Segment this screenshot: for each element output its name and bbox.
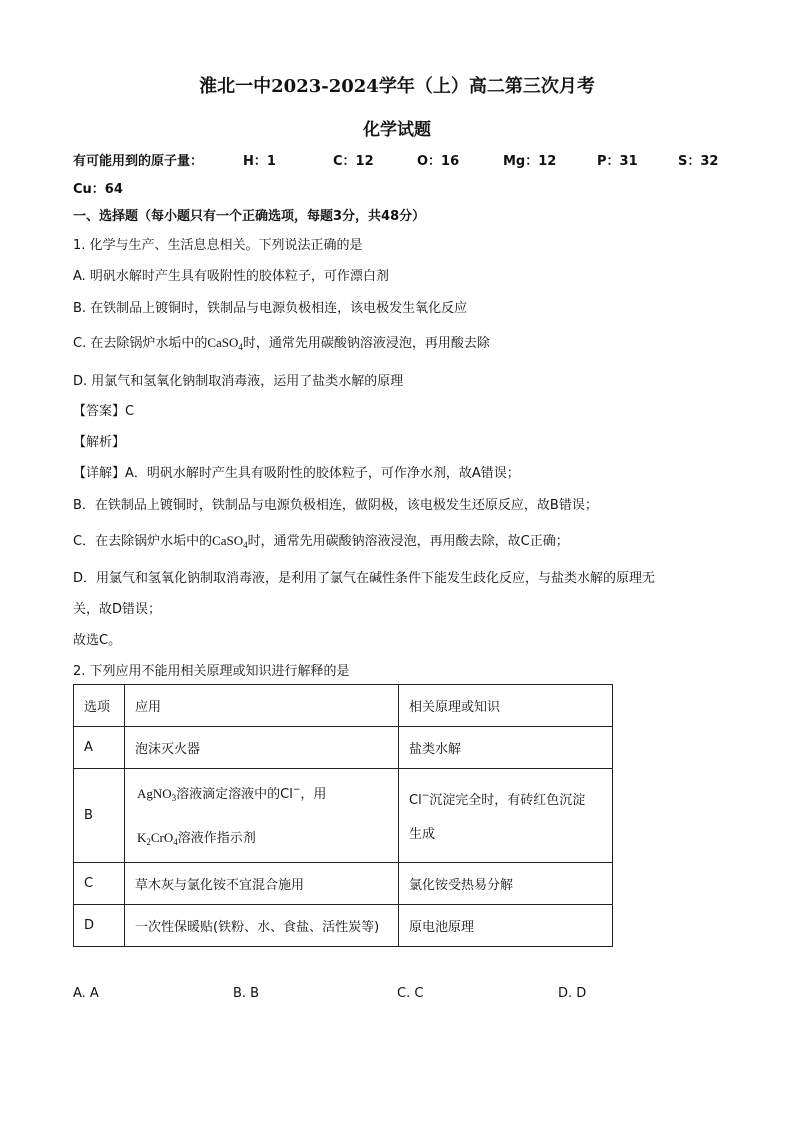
q2-choice-d: D. D [558, 986, 587, 1001]
row-b-application [125, 769, 399, 863]
k2cro4-sub1: 2 [146, 836, 151, 847]
header-principle: 相关原理或知识 [399, 685, 613, 727]
q1-option-c [73, 332, 490, 352]
page-title: 淮北一中2023-2024学年（上）高二第三次月考 [199, 76, 595, 97]
k2cro4-k: K [137, 829, 147, 845]
q1-analysis-label: 【解析】 [73, 435, 126, 450]
q1-answer [73, 400, 134, 419]
q1-conclusion: 故选C。 [73, 633, 122, 648]
header-option: 选项 [74, 685, 125, 727]
page-subtitle: 化学试题 [363, 120, 431, 140]
row-d-option: D [74, 905, 125, 947]
row-b-app-post: ，用 [300, 786, 327, 802]
agno3-subscript: 3 [171, 792, 177, 803]
q2-choice-b: B. B [233, 986, 260, 1001]
q2-stem: 2. 下列应用不能用相关原理或知识进行解释的是 [73, 664, 350, 679]
row-a-principle: 盐类水解 [399, 727, 613, 769]
explain-c-pre: C．在去除锅炉水垢中的 [73, 534, 213, 549]
answer-label: 【答案】 [73, 404, 126, 419]
atomic-mass-h: H：1 [243, 154, 276, 169]
row-a-application: 泡沫灭火器 [125, 727, 399, 769]
row-b-pr-line1 [409, 785, 612, 812]
table-header-row [74, 685, 613, 727]
atomic-mass-s: S：32 [678, 154, 719, 169]
explain-a-text: A．明矾水解时产生具有吸附性的胶体粒子，可作净水剂，故A错误； [125, 466, 520, 481]
explain-c-subscript: 4 [243, 540, 248, 550]
q1-option-a: A. 明矾水解时产生具有吸附性的胶体粒子，可作漂白剂 [73, 269, 389, 284]
q2-choice-c: C. C [397, 986, 424, 1001]
q2-table [73, 684, 613, 947]
q1-explain-d-line2: 关，故D错误； [73, 602, 162, 617]
explain-c-post: 时，通常先用碳酸钠溶液浸泡，再用酸去除，故C正确； [247, 534, 569, 549]
answer-value: C [125, 404, 135, 419]
row-b-pr-charge: − [421, 791, 430, 801]
row-b-option: B [74, 769, 125, 863]
row-b-app-line1 [135, 779, 398, 809]
q1-option-c-subscript: 4 [238, 342, 243, 352]
row-c-principle: 氯化铵受热易分解 [399, 863, 613, 905]
atomic-mass-c: C：12 [333, 154, 374, 169]
k2cro4-sub2: 4 [173, 836, 178, 847]
row-c-option: C [74, 863, 125, 905]
q1-option-c-pre: C. 在去除锅炉水垢中的 [73, 336, 208, 351]
agno3-formula: AgNO [137, 785, 172, 801]
header-application: 应用 [125, 685, 399, 727]
q1-option-d: D. 用氯气和氢氧化钠制取消毒液，运用了盐类水解的原理 [73, 374, 404, 389]
q1-explain-d-line1: D．用氯气和氢氧化钠制取消毒液，是利用了氯气在碱性条件下能发生歧化反应，与盐类水解的原理无 [73, 571, 656, 586]
row-c-application: 草木灰与氯化铵不宜混合施用 [125, 863, 399, 905]
table-row [74, 727, 613, 769]
atomic-mass-cu: Cu：64 [73, 182, 123, 197]
row-b-pr-post: 沉淀完全时，有砖红色沉淀 [429, 793, 586, 808]
row-b-app-mid: 溶液滴定溶液中的Cl [176, 786, 293, 802]
k2cro4-cro: CrO [150, 829, 174, 845]
detail-label: 【详解】 [73, 466, 126, 481]
explain-c-formula: CaSO [212, 533, 244, 548]
row-d-application: 一次性保暖贴(铁粉、水、食盐、活性炭等) [125, 905, 399, 947]
q1-option-c-post: 时，通常先用碳酸钠溶液浸泡，再用酸去除 [242, 336, 490, 351]
row-b-pr-line2: 生成 [409, 827, 436, 842]
row-d-principle: 原电池原理 [399, 905, 613, 947]
q1-option-b: B. 在铁制品上镀铜时，铁制品与电源负极相连，该电极发生氧化反应 [73, 301, 468, 316]
atomic-mass-o: O：16 [417, 154, 460, 169]
table-row [74, 905, 613, 947]
section-heading: 一、选择题（每小题只有一个正确选项，每题3分，共48分） [73, 209, 426, 224]
q1-explain-b: B．在铁制品上镀铜时，铁制品与电源负极相连，做阴极，该电极发生还原反应，故B错误； [73, 498, 598, 513]
q1-explain-a [73, 462, 520, 481]
row-a-option: A [74, 727, 125, 769]
atomic-mass-mg: Mg：12 [503, 154, 557, 169]
q1-explain-c [73, 530, 569, 550]
row-b-app-line2 [135, 827, 398, 853]
row-b-principle [399, 769, 613, 863]
q1-option-c-formula: CaSO [207, 335, 239, 350]
table-row [74, 863, 613, 905]
row-b-pr-cl: Cl [409, 793, 422, 808]
table-row [74, 769, 613, 863]
atomic-mass-label: 有可能用到的原子量： [73, 154, 204, 169]
q1-stem: 1. 化学与生产、生活息息相关。下列说法正确的是 [73, 238, 363, 253]
row-b-app-l2-post: 溶液作指示剂 [177, 830, 256, 846]
chloride-charge: − [292, 784, 301, 795]
atomic-mass-p: P：31 [597, 154, 638, 169]
q2-choice-a: A. A [73, 986, 99, 1001]
